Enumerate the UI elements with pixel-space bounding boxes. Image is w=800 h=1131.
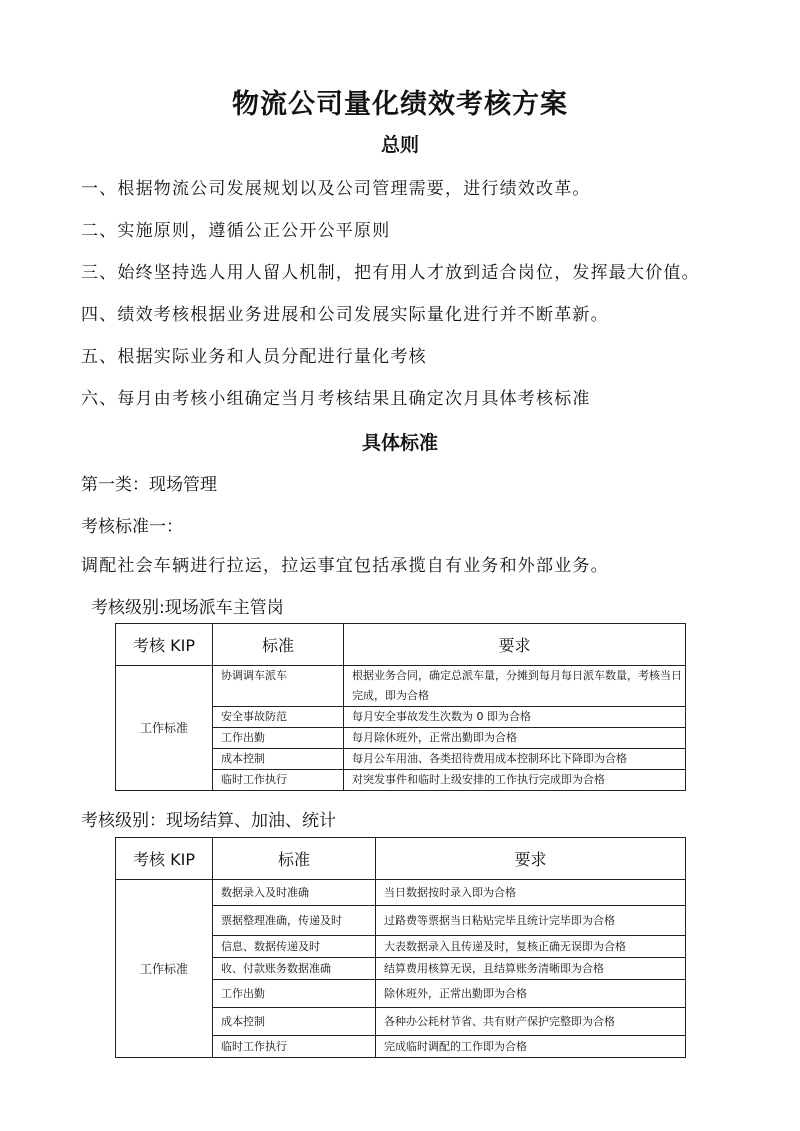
table2-requirement: 大表数据录入且传递及时，复核正确无误即为合格 xyxy=(376,936,686,958)
table1-header-standard: 标准 xyxy=(213,624,344,666)
table2-requirement: 结算费用核算无误，且结算账务清晰即为合格 xyxy=(376,958,686,980)
table2-requirement: 当日数据按时录入即为合格 xyxy=(376,880,686,906)
standard-description: 调配社会车辆进行拉运，拉运事宜包括承揽自有业务和外部业务。 xyxy=(81,556,609,576)
table2-header-kip: 考核 KIP xyxy=(116,838,213,880)
table1-standard: 协调调车派车 xyxy=(213,666,344,707)
table1-level: 考核级别:现场派车主管岗 xyxy=(91,598,284,618)
table2-requirement: 各种办公耗材节省、共有财产保护完整即为合格 xyxy=(376,1008,686,1036)
table2-standard: 票据整理准确，传递及时 xyxy=(213,906,376,936)
table1-standard: 安全事故防范 xyxy=(213,707,344,728)
table2-standard: 临时工作执行 xyxy=(213,1036,376,1058)
table1-header-row xyxy=(116,624,686,666)
general-item-3: 三、始终坚持选人用人留人机制，把有用人才放到适合岗位，发挥最大价值。 xyxy=(81,263,700,283)
specific-heading: 具体标准 xyxy=(361,432,438,454)
general-item-5: 五、根据实际业务和人员分配进行量化考核 xyxy=(81,347,427,367)
general-heading: 总则 xyxy=(380,134,419,156)
table2-standard: 信息、数据传递及时 xyxy=(213,936,376,958)
table1-header-kip: 考核 KIP xyxy=(116,624,213,666)
table2-requirement: 过路费等票据当日粘贴完毕且统计完毕即为合格 xyxy=(376,906,686,936)
general-item-2: 二、实施原则，遵循公正公开公平原则 xyxy=(81,221,391,241)
general-item-4: 四、绩效考核根据业务进展和公司发展实际量化进行并不断革新。 xyxy=(81,305,609,325)
table2-standard: 工作出勤 xyxy=(213,980,376,1008)
table2-header-standard: 标准 xyxy=(213,838,376,880)
table2-category: 工作标准 xyxy=(116,880,213,1058)
table1-requirement: 每月公车用油、各类招待费用成本控制环比下降即为合格 xyxy=(344,749,686,770)
standard-label: 考核标准一： xyxy=(81,517,183,537)
general-item-1: 一、根据物流公司发展规划以及公司管理需要，进行绩效改革。 xyxy=(81,179,591,199)
table2-standard: 成本控制 xyxy=(213,1008,376,1036)
general-item-6: 六、每月由考核小组确定当月考核结果且确定次月具体考核标准 xyxy=(81,389,591,409)
table2-header-requirement: 要求 xyxy=(376,838,686,880)
table1-standard: 工作出勤 xyxy=(213,728,344,749)
table2-header-row xyxy=(116,838,686,880)
table2-standard: 收、付款账务数据准确 xyxy=(213,958,376,980)
table1-requirement: 每月除休班外，正常出勤即为合格 xyxy=(344,728,686,749)
table2-requirement: 除休班外，正常出勤即为合格 xyxy=(376,980,686,1008)
table2-requirement: 完成临时调配的工作即为合格 xyxy=(376,1036,686,1058)
table-row xyxy=(116,880,686,906)
document-title: 物流公司量化绩效考核方案 xyxy=(232,89,568,120)
table-row xyxy=(116,666,686,707)
category-heading: 第一类：现场管理 xyxy=(81,475,217,495)
table1-requirement: 对突发事件和临时上级安排的工作执行完成即为合格 xyxy=(344,770,686,791)
table2 xyxy=(115,837,686,1058)
table1-requirement: 根据业务合同，确定总派车量，分摊到每月每日派车数量，考核当日完成，即为合格 xyxy=(344,666,686,707)
table1 xyxy=(115,623,686,791)
table1-standard: 成本控制 xyxy=(213,749,344,770)
table1-requirement: 每月安全事故发生次数为 0 即为合格 xyxy=(344,707,686,728)
table1-standard: 临时工作执行 xyxy=(213,770,344,791)
table2-standard: 数据录入及时准确 xyxy=(213,880,376,906)
table1-category: 工作标准 xyxy=(116,666,213,791)
table2-level: 考核级别：现场结算、加油、统计 xyxy=(81,811,336,831)
table1-header-requirement: 要求 xyxy=(344,624,686,666)
